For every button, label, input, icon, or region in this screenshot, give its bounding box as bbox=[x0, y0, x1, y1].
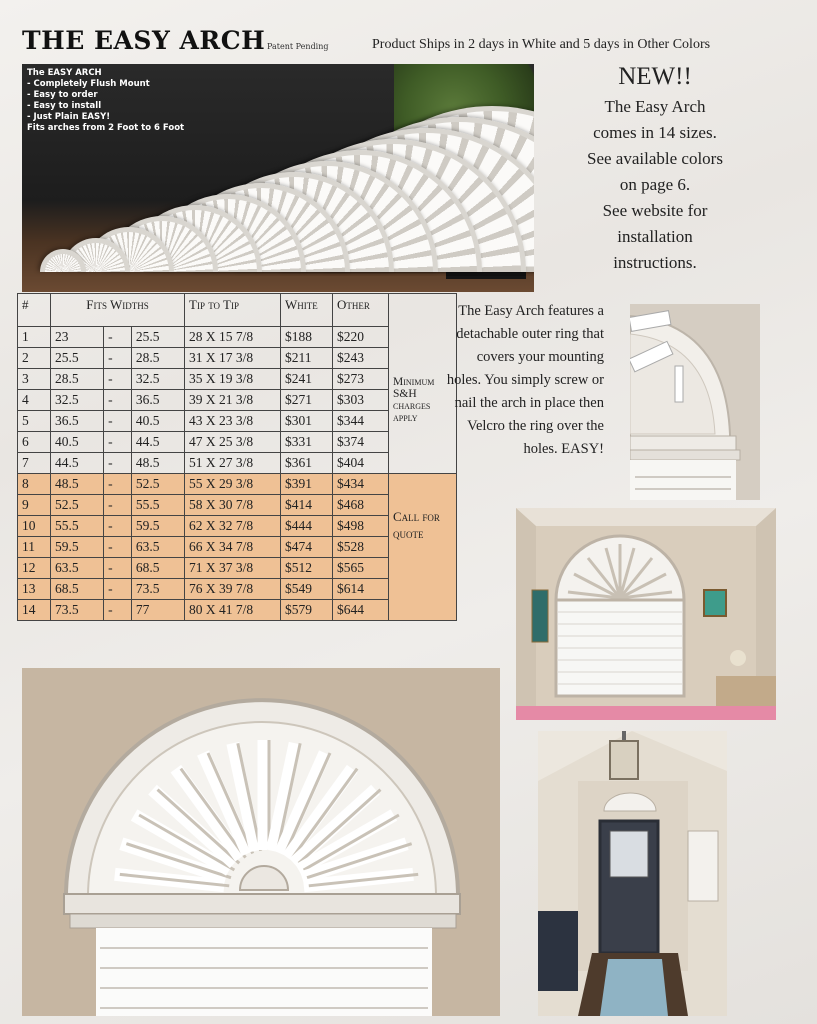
price-white: $391 bbox=[281, 474, 333, 495]
price-other: $498 bbox=[333, 516, 389, 537]
price-other: $468 bbox=[333, 495, 389, 516]
price-other: $344 bbox=[333, 411, 389, 432]
arch-closeup-photo bbox=[22, 668, 500, 1016]
width-dash: - bbox=[104, 516, 132, 537]
col-header-other: Other bbox=[333, 294, 389, 327]
price-white: $188 bbox=[281, 327, 333, 348]
col-header-white: White bbox=[281, 294, 333, 327]
width-to: 55.5 bbox=[131, 495, 184, 516]
table-row bbox=[18, 474, 457, 495]
size-number: 7 bbox=[18, 453, 51, 474]
width-to: 25.5 bbox=[131, 327, 184, 348]
tip-to-tip: 62 X 32 7/8 bbox=[185, 516, 281, 537]
size-price-table bbox=[17, 293, 457, 621]
price-other: $434 bbox=[333, 474, 389, 495]
size-number: 4 bbox=[18, 390, 51, 411]
width-from: 48.5 bbox=[51, 474, 104, 495]
page-title: THE EASY ARCH bbox=[22, 26, 266, 55]
width-from: 68.5 bbox=[51, 579, 104, 600]
width-dash: - bbox=[104, 537, 132, 558]
size-number: 11 bbox=[18, 537, 51, 558]
width-to: 32.5 bbox=[131, 369, 184, 390]
hero-line: Fits arches from 2 Foot to 6 Foot bbox=[27, 123, 185, 133]
hero-line: - Just Plain EASY! bbox=[27, 112, 111, 122]
tip-to-tip: 39 X 21 3/8 bbox=[185, 390, 281, 411]
hero-line: The EASY ARCH bbox=[27, 68, 102, 78]
announcement bbox=[560, 62, 750, 276]
price-white: $549 bbox=[281, 579, 333, 600]
tip-to-tip: 76 X 39 7/8 bbox=[185, 579, 281, 600]
price-white: $301 bbox=[281, 411, 333, 432]
width-dash: - bbox=[104, 411, 132, 432]
announcement-line: installation bbox=[617, 227, 693, 246]
room-arch-photo bbox=[516, 508, 776, 720]
announcement-line: comes in 14 sizes. bbox=[593, 123, 717, 142]
price-other: $565 bbox=[333, 558, 389, 579]
size-number: 12 bbox=[18, 558, 51, 579]
size-number: 1 bbox=[18, 327, 51, 348]
price-white: $211 bbox=[281, 348, 333, 369]
col-header-tip: Tip to Tip bbox=[185, 294, 281, 327]
entryway-image bbox=[538, 731, 727, 1016]
width-to: 28.5 bbox=[131, 348, 184, 369]
tip-to-tip: 71 X 37 3/8 bbox=[185, 558, 281, 579]
width-dash: - bbox=[104, 327, 132, 348]
width-dash: - bbox=[104, 558, 132, 579]
table-row bbox=[18, 327, 457, 348]
width-dash: - bbox=[104, 390, 132, 411]
width-from: 63.5 bbox=[51, 558, 104, 579]
tip-to-tip: 47 X 25 3/8 bbox=[185, 432, 281, 453]
width-to: 48.5 bbox=[131, 453, 184, 474]
tip-to-tip: 31 X 17 3/8 bbox=[185, 348, 281, 369]
hero-line: - Easy to install bbox=[27, 101, 102, 111]
price-white: $414 bbox=[281, 495, 333, 516]
width-from: 23 bbox=[51, 327, 104, 348]
announcement-line: instructions. bbox=[613, 253, 697, 272]
width-to: 36.5 bbox=[131, 390, 184, 411]
width-to: 73.5 bbox=[131, 579, 184, 600]
announcement-line: See website for bbox=[602, 201, 708, 220]
price-other: $220 bbox=[333, 327, 389, 348]
size-number: 14 bbox=[18, 600, 51, 621]
price-other: $303 bbox=[333, 390, 389, 411]
width-to: 59.5 bbox=[131, 516, 184, 537]
size-number: 10 bbox=[18, 516, 51, 537]
tip-to-tip: 58 X 30 7/8 bbox=[185, 495, 281, 516]
price-other: $273 bbox=[333, 369, 389, 390]
arch-detail-image bbox=[630, 304, 760, 500]
announcement-line: on page 6. bbox=[619, 175, 691, 194]
tip-to-tip: 35 X 19 3/8 bbox=[185, 369, 281, 390]
hero-line: - Completely Flush Mount bbox=[27, 79, 150, 89]
col-header-widths: Fits Widths bbox=[51, 294, 185, 327]
shipping-charge-note: Minimum S&H charges apply bbox=[389, 327, 457, 474]
width-dash: - bbox=[104, 579, 132, 600]
width-from: 40.5 bbox=[51, 432, 104, 453]
price-white: $474 bbox=[281, 537, 333, 558]
patent-note: Patent Pending bbox=[267, 42, 329, 51]
width-to: 68.5 bbox=[131, 558, 184, 579]
size-number: 6 bbox=[18, 432, 51, 453]
tip-to-tip: 28 X 15 7/8 bbox=[185, 327, 281, 348]
price-other: $644 bbox=[333, 600, 389, 621]
width-to: 77 bbox=[131, 600, 184, 621]
tip-to-tip: 51 X 27 3/8 bbox=[185, 453, 281, 474]
announcement-line: See available colors bbox=[587, 149, 723, 168]
price-white: $241 bbox=[281, 369, 333, 390]
width-from: 25.5 bbox=[51, 348, 104, 369]
arch-closeup-image bbox=[22, 668, 500, 1016]
size-number: 9 bbox=[18, 495, 51, 516]
width-to: 44.5 bbox=[131, 432, 184, 453]
feature-description: The Easy Arch features a detachable outer ring that covers your mounting holes. You simply screw or nail the arch in place then Velcro the ring over the holes. EASY! bbox=[446, 303, 604, 457]
width-dash: - bbox=[104, 600, 132, 621]
price-white: $361 bbox=[281, 453, 333, 474]
arch-detail-photo bbox=[630, 304, 760, 500]
size-number: 3 bbox=[18, 369, 51, 390]
width-to: 52.5 bbox=[131, 474, 184, 495]
width-from: 59.5 bbox=[51, 537, 104, 558]
room-arch-image bbox=[516, 508, 776, 720]
price-other: $614 bbox=[333, 579, 389, 600]
price-white: $444 bbox=[281, 516, 333, 537]
hero-line: - Easy to order bbox=[27, 90, 98, 100]
col-header-number: # bbox=[18, 294, 51, 327]
price-other: $404 bbox=[333, 453, 389, 474]
shipping-note: Product Ships in 2 days in White and 5 days in Other Colors bbox=[372, 37, 711, 52]
price-white: $271 bbox=[281, 390, 333, 411]
size-number: 8 bbox=[18, 474, 51, 495]
announcement-line: The Easy Arch bbox=[604, 97, 706, 116]
width-from: 36.5 bbox=[51, 411, 104, 432]
width-from: 52.5 bbox=[51, 495, 104, 516]
entryway-photo bbox=[538, 731, 727, 1016]
new-label: NEW!! bbox=[618, 63, 692, 90]
size-number: 5 bbox=[18, 411, 51, 432]
price-other: $243 bbox=[333, 348, 389, 369]
price-other: $528 bbox=[333, 537, 389, 558]
width-dash: - bbox=[104, 453, 132, 474]
width-from: 44.5 bbox=[51, 453, 104, 474]
hero-photo bbox=[22, 64, 534, 292]
price-other: $374 bbox=[333, 432, 389, 453]
price-white: $331 bbox=[281, 432, 333, 453]
price-white: $512 bbox=[281, 558, 333, 579]
tip-to-tip: 66 X 34 7/8 bbox=[185, 537, 281, 558]
width-from: 32.5 bbox=[51, 390, 104, 411]
width-to: 63.5 bbox=[131, 537, 184, 558]
width-from: 55.5 bbox=[51, 516, 104, 537]
width-dash: - bbox=[104, 432, 132, 453]
call-for-quote-note: Call for quote bbox=[389, 474, 457, 621]
tip-to-tip: 43 X 23 3/8 bbox=[185, 411, 281, 432]
width-dash: - bbox=[104, 369, 132, 390]
hero-caption bbox=[27, 68, 184, 134]
width-to: 40.5 bbox=[131, 411, 184, 432]
table-header-row bbox=[18, 294, 457, 327]
width-dash: - bbox=[104, 474, 132, 495]
tip-to-tip: 80 X 41 7/8 bbox=[185, 600, 281, 621]
size-number: 2 bbox=[18, 348, 51, 369]
width-dash: - bbox=[104, 348, 132, 369]
width-from: 73.5 bbox=[51, 600, 104, 621]
tip-to-tip: 55 X 29 3/8 bbox=[185, 474, 281, 495]
width-dash: - bbox=[104, 495, 132, 516]
price-white: $579 bbox=[281, 600, 333, 621]
size-number: 13 bbox=[18, 579, 51, 600]
width-from: 28.5 bbox=[51, 369, 104, 390]
